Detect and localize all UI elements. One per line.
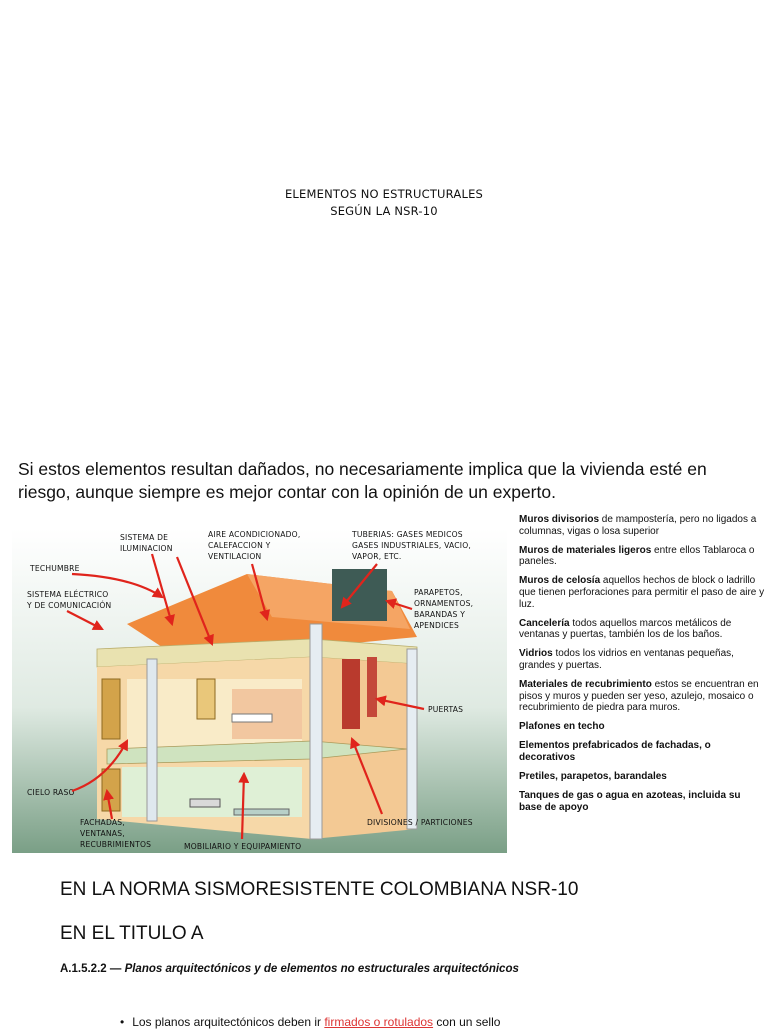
heading-titulo: EN EL TITULO A bbox=[60, 923, 204, 944]
label-parapetos-4: APENDICES bbox=[414, 621, 460, 630]
list-item: Pretiles, parapetos, barandales bbox=[519, 771, 667, 783]
non-structural-elements-list bbox=[519, 514, 765, 821]
title-line-2: SEGÚN LA NSR-10 bbox=[330, 204, 438, 218]
bullet-dot: • bbox=[120, 1015, 125, 1029]
list-item: Cancelería todos aquellos marcos metálicos de ventanas y puertas, también los de los baños. bbox=[519, 617, 732, 641]
heading-norma: EN LA NORMA SISMORESISTENTE COLOMBIANA NSR-10 bbox=[60, 879, 579, 900]
label-tuberias-2: GASES INDUSTRIALES, VACIO, bbox=[352, 541, 472, 550]
list-item: Vidrios todos los vidrios en ventanas pequeñas, grandes y puertas. bbox=[519, 648, 734, 671]
intro-paragraph: Si estos elementos resultan dañados, no necesariamente implica que la vivienda esté en riesgo, aunque siempre es mejor contar con la opinión de un experto. bbox=[18, 459, 707, 502]
list-item: Muros de materiales ligeros entre ellos Tablaroca o paneles. bbox=[519, 544, 755, 568]
title-line-1: ELEMENTOS NO ESTRUCTURALES bbox=[284, 187, 484, 201]
label-electrico-2: Y DE COMUNICACIÓN bbox=[27, 601, 112, 610]
list-item: Muros de celosía aquellos hechos de block o ladrillo que tienen perforaciones para permitir el paso de aire y luz. bbox=[519, 575, 765, 610]
label-iluminacion-1: SISTEMA DE bbox=[120, 533, 169, 542]
label-fachadas-2: VENTANAS, bbox=[80, 829, 125, 838]
label-puertas: PUERTAS bbox=[428, 705, 464, 714]
label-aire-1: AIRE ACONDICIONADO, bbox=[208, 530, 301, 539]
list-item: Plafones en techo bbox=[519, 721, 605, 733]
label-iluminacion-2: ILUMINACION bbox=[120, 544, 173, 553]
building-illustration bbox=[12, 529, 507, 853]
label-electrico-1: SISTEMA ELÉCTRICO bbox=[27, 590, 109, 599]
list-item: Tanques de gas o agua en azoteas, incluida su base de apoyo bbox=[519, 790, 741, 813]
section-title: Planos arquitectónicos y de elementos no estructurales arquitectónicos bbox=[124, 963, 519, 975]
label-cielo-raso: CIELO RASO bbox=[27, 788, 75, 797]
label-parapetos-1: PARAPETOS, bbox=[414, 588, 463, 597]
label-aire-3: VENTILACION bbox=[208, 552, 262, 561]
bullet-link[interactable]: firmados o rotulados bbox=[324, 1015, 434, 1029]
bullet-text-before: Los planos arquitectónicos deben ir bbox=[132, 1015, 325, 1029]
list-item: Elementos prefabricados de fachadas, o decorativos bbox=[519, 740, 711, 763]
label-mobiliario: MOBILIARIO Y EQUIPAMIENTO bbox=[184, 842, 302, 851]
label-fachadas-3: RECUBRIMIENTOS bbox=[80, 840, 152, 849]
section-code: A.1.5.2.2 — bbox=[60, 963, 125, 975]
section-reference bbox=[60, 963, 519, 975]
label-parapetos-2: ORNAMENTOS, bbox=[414, 599, 474, 608]
label-tuberias-3: VAPOR, ETC. bbox=[352, 552, 402, 561]
label-divisiones: DIVISIONES / PARTICIONES bbox=[367, 818, 473, 827]
list-item: Muros divisorios de mampostería, pero no ligados a columnas, vigas o losa superior bbox=[519, 514, 757, 537]
label-tuberias-1: TUBERIAS: GASES MEDICOS bbox=[352, 530, 463, 539]
bullet-text-after: con un sello bbox=[433, 1015, 501, 1029]
list-item: Materiales de recubrimiento estos se encuentran en pisos y muros y pueden ser yeso, azulejo, mosaico o recubrimiento de piedra para muros. bbox=[519, 679, 759, 714]
label-fachadas-1: FACHADAS, bbox=[80, 818, 125, 827]
label-techumbre: TECHUMBRE bbox=[30, 564, 80, 573]
label-parapetos-3: BARANDAS Y bbox=[414, 610, 466, 619]
label-aire-2: CALEFACCION Y bbox=[208, 541, 271, 550]
document-title bbox=[0, 186, 768, 220]
bullet-item bbox=[120, 1015, 500, 1029]
